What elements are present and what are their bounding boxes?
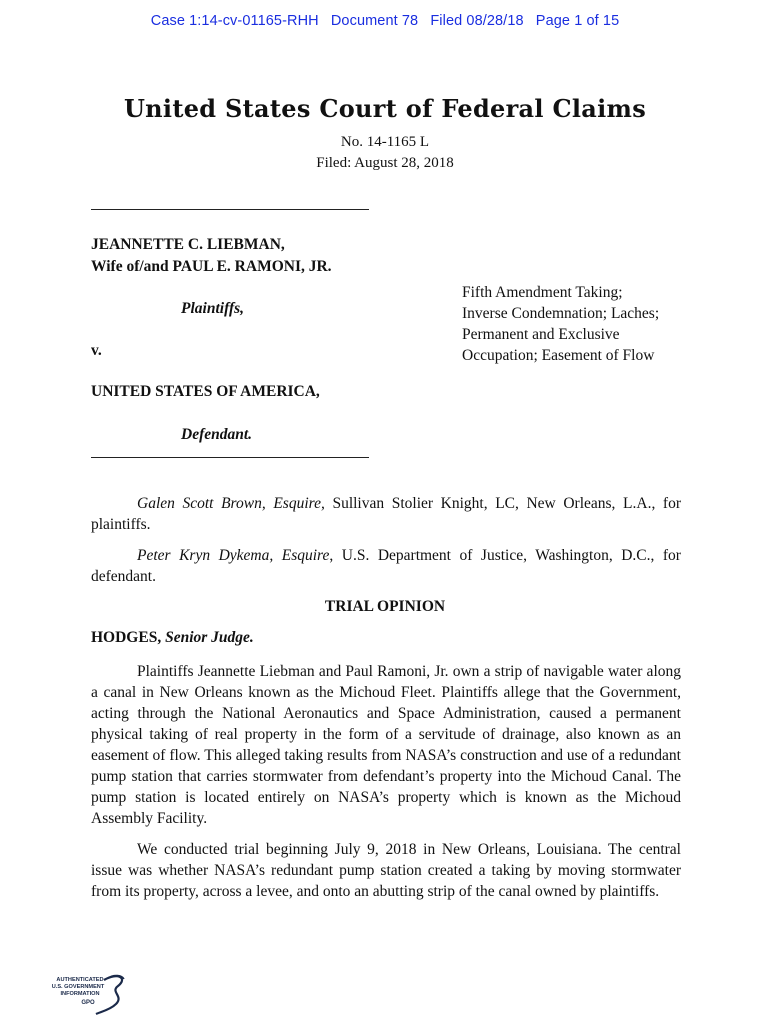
opinion-paragraph: [91, 839, 681, 902]
defendant-label: Defendant.: [181, 426, 253, 443]
plaintiff-counsel: [91, 493, 681, 535]
opinion-title: TRIAL OPINION: [324, 598, 446, 615]
keyword-line: Fifth Amendment Taking;: [462, 284, 623, 301]
plaintiff-name-line2: Wife of/and PAUL E. RAMONI, JR.: [91, 258, 332, 275]
defendant-name: UNITED STATES OF AMERICA,: [91, 383, 320, 400]
filed-date: Filed: August 28, 2018: [316, 155, 454, 171]
filed-date-stamp: Filed 08/28/18: [430, 13, 524, 29]
plaintiff-name-line1: JEANNETTE C. LIEBMAN,: [91, 236, 285, 253]
keyword-line: Occupation; Easement of Flow: [462, 347, 655, 364]
paragraph-text: Plaintiffs Jeannette Liebman and Paul Ramoni, Jr. own a strip of navigable water along a canal in New Orleans known as the Michoud Fleet. Plaintiffs allege that the Government, acting through the National Aeronautics and Space Administration, caused a permanent physical taking of real property in the form of a servitude of drainage, also known as an easement of flow. This alleged taking results from NASA’s construction and use of a redundant pump station that carries stormwater from defendant’s property into the Michoud Canal. The pump station is located entirely on NASA’s property which is known as the Michoud Assembly Facility.: [91, 663, 681, 827]
filing-stamp: [0, 13, 770, 29]
seal-text-line1: AUTHENTICATED: [56, 977, 104, 983]
defendant-attorney-name: Peter Kryn Dykema, Esquire: [137, 547, 330, 564]
case-number: No. 14-1165 L: [340, 134, 430, 150]
caption-bottom-rule: [91, 457, 369, 458]
defendant-attorney-details: , U.S. Department of Justice, Washington, D.C., for defendant.: [91, 547, 681, 585]
plaintiff-attorney-name: Galen Scott Brown, Esquire,: [137, 495, 325, 512]
opinion-paragraph: [91, 661, 681, 829]
judge-name: HODGES,: [91, 629, 162, 646]
plaintiffs-label: Plaintiffs,: [181, 300, 245, 317]
seal-text-mark: GPO: [81, 1000, 95, 1006]
seal-text-line2: U.S. GOVERNMENT: [51, 984, 105, 990]
plaintiff-attorney-details: Sullivan Stolier Knight, LC, New Orleans, L.A., for plaintiffs.: [91, 495, 681, 533]
defendant-counsel: [91, 545, 681, 587]
keyword-line: Inverse Condemnation; Laches;: [462, 305, 660, 322]
seal-text-line3: INFORMATION: [60, 991, 100, 997]
keyword-line: Permanent and Exclusive: [462, 326, 620, 343]
caption-top-rule: [91, 209, 369, 210]
paragraph-text: We conducted trial beginning July 9, 2018 in New Orleans, Louisiana. The central issue was whether NASA’s redundant pump station created a taking by moving stormwater from its property, across a levee, and onto an abutting strip of the canal owned by plaintiffs.: [91, 841, 681, 900]
gpo-authentication-seal: [38, 972, 138, 1016]
court-title: United States Court of Federal Claims: [123, 94, 647, 123]
judge-line: [91, 629, 254, 647]
page-number-stamp: Page 1 of 15: [535, 13, 620, 29]
document-number-stamp: Document 78: [330, 13, 419, 29]
case-keywords: [462, 282, 702, 366]
case-number-stamp: Case 1:14-cv-01165-RHH: [150, 13, 319, 29]
judge-title: Senior Judge.: [165, 629, 254, 646]
versus: v.: [91, 342, 102, 359]
